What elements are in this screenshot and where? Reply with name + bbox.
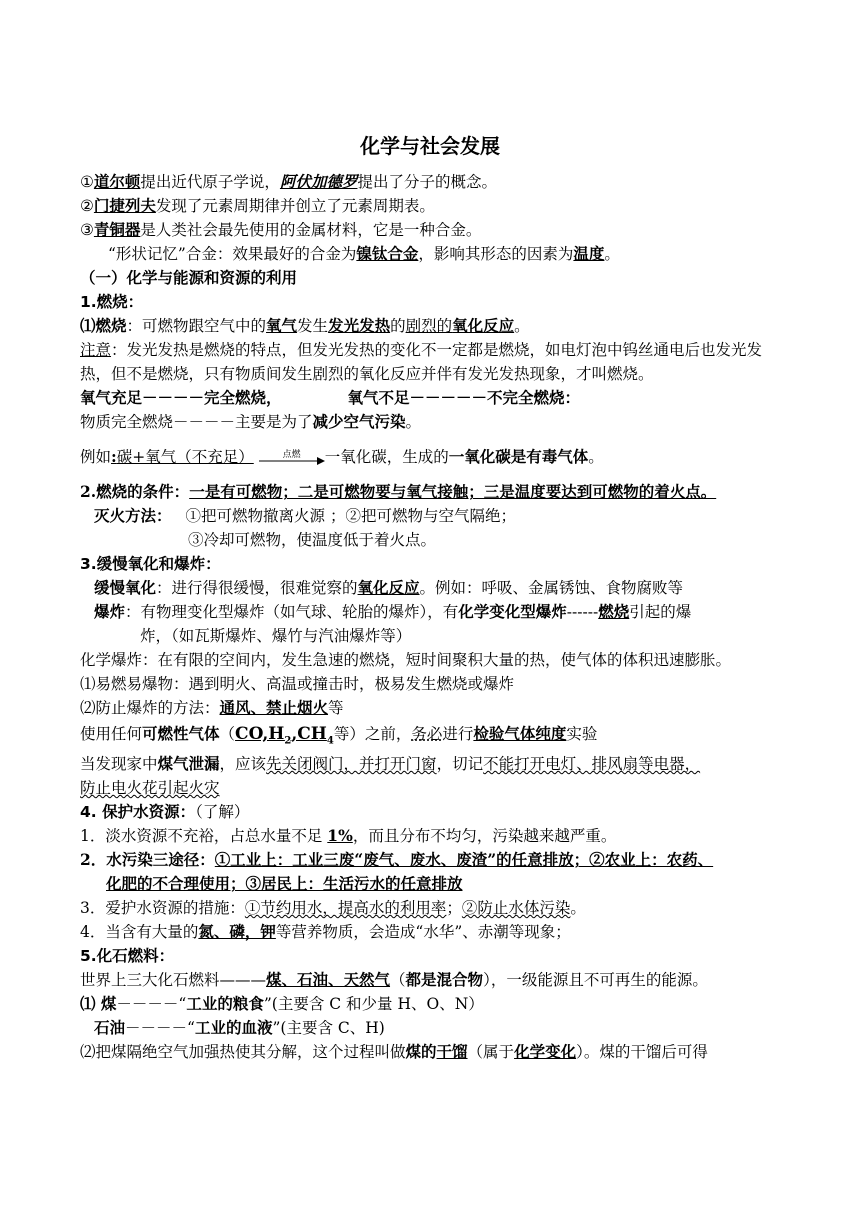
text: 提出了分子的概念。	[357, 173, 497, 191]
example-line	[80, 442, 780, 472]
text: ⑴燃烧	[80, 316, 127, 335]
term: 煤气泄漏	[157, 754, 220, 773]
term: 燃烧	[598, 602, 630, 621]
term: 都是混合物	[405, 970, 484, 989]
term-temperature: 温度	[573, 244, 605, 263]
text: ②防止水体污染	[461, 899, 571, 917]
text: －－－－“	[125, 1019, 195, 1037]
text: ）。煤的干馏后可得	[576, 1043, 708, 1061]
text: 等营养物质，会造成“水华”、赤潮等现象；	[275, 923, 571, 941]
gas-leak-line-1	[80, 752, 780, 776]
term: ①工业上：工业三废“废气、废水、废渣”的任意排放；②农业上：农药、	[214, 850, 714, 869]
text: 发生	[297, 317, 329, 335]
text: 的	[390, 317, 406, 335]
text: ①节约用水，提高水的利用率	[244, 899, 447, 917]
water-line-4	[80, 920, 780, 944]
text: 1．淡水资源不充裕，占总水量不足	[80, 827, 328, 845]
conditions-line	[80, 480, 780, 504]
text: ①	[80, 173, 94, 191]
gas-leak-line-2	[80, 776, 780, 800]
water-line-2b	[80, 872, 780, 896]
arrow-icon	[259, 456, 325, 466]
term: ⑴ 煤	[80, 994, 117, 1013]
slow-oxidation-line	[80, 576, 780, 600]
note-paragraph	[80, 338, 780, 386]
complete-combustion-line	[80, 410, 780, 434]
text: （了解）	[195, 803, 250, 821]
text: 实验	[566, 725, 598, 743]
text: ），一级能源且不可再生的能源。	[483, 971, 708, 989]
text: ：有物理变化型爆炸（如气球、轮胎的爆炸），有	[125, 603, 459, 621]
term: 干馏	[436, 1042, 468, 1061]
text: （	[219, 725, 236, 743]
term: 一是有可燃物；二是可燃物要与氧气接触；三是温度要达到可燃物的着火点。	[189, 482, 717, 501]
text: 防止电火花引起火灾	[80, 779, 220, 797]
text: 灭火方法：	[94, 506, 172, 525]
prevention-line	[80, 696, 780, 720]
text: CO,H	[235, 724, 285, 744]
term: 化肥的不合理使用；③居民上：生活污水的任意排放	[106, 874, 463, 893]
subscript: 4	[326, 735, 334, 747]
text: 2．水污染三途径：	[80, 850, 215, 869]
intro-line-2	[80, 194, 780, 218]
text: （	[390, 971, 406, 989]
text: :	[111, 447, 117, 466]
subsection-title	[80, 800, 780, 824]
text: 提出近代原子学说，	[140, 173, 280, 191]
text: 2.燃烧的条件：	[80, 482, 190, 501]
reaction-arrow	[259, 448, 325, 468]
section-heading: （一）化学与能源和资源的利用	[80, 269, 298, 287]
term: 剧烈的	[405, 317, 453, 335]
text: 。	[588, 448, 604, 466]
subsection-title: 3.缓慢氧化和爆炸：	[80, 555, 221, 573]
term: 检验气体纯度	[473, 724, 567, 743]
water-line-1	[80, 824, 780, 848]
chemical-explosion-line: 化学爆炸：在有限的空间内，发生急速的燃烧，短时间聚积大量的热，使气体的体积迅速膨胀。	[80, 651, 732, 669]
term: 石油	[94, 1018, 126, 1037]
page-title: 化学与社会发展	[360, 134, 500, 158]
text: “形状记忆”合金：效果最好的合金为	[108, 245, 357, 263]
text: 先关闭阀门，并打开门窗	[266, 755, 437, 773]
term: 工业的血液	[194, 1018, 273, 1037]
emphasis: 务必	[411, 725, 443, 743]
term-dalton: 道尔顿	[93, 172, 141, 191]
text: ,CH	[291, 724, 327, 744]
text: ②	[80, 197, 94, 215]
text: 引起的爆	[629, 603, 692, 621]
term: 氧化反应	[452, 316, 515, 335]
text: ：可燃物跟空气中的	[126, 317, 267, 335]
term-bronze: 青铜器	[93, 220, 141, 239]
note-label: 注意	[80, 341, 112, 359]
term: 煤、石油、天然气	[266, 970, 391, 989]
text: 。例如：呼吸、金属锈蚀、食物腐败等	[419, 579, 684, 597]
text: 不能打开电灯、排风扇等电器，	[483, 755, 701, 773]
term: 1%	[327, 826, 353, 845]
term: 工业的粮食	[186, 994, 264, 1013]
extinguish-line-1	[80, 504, 780, 528]
formula	[235, 724, 334, 747]
subscript: 2	[284, 735, 292, 747]
term: 氧化反应	[357, 578, 420, 597]
text: 氧气不足－－－－－不完全燃烧：	[347, 388, 581, 407]
text: 一氧化碳，生成的	[324, 448, 449, 466]
text: 例如	[80, 448, 112, 466]
text: 碳+氧气（不充足）	[116, 448, 254, 466]
subsection-title: 5.化石燃料：	[80, 947, 175, 965]
text: 发现了元素周期律并创立了元素周期表。	[155, 197, 435, 215]
text: 等）之前，	[333, 725, 412, 743]
intro-line-1	[80, 170, 780, 194]
term: 化学变化	[514, 1042, 577, 1061]
text: 进行	[442, 725, 474, 743]
text: ，切记	[436, 755, 484, 773]
text: ，应该	[219, 755, 267, 773]
text: ，而且分布不均匀，污染越来越严重。	[352, 827, 617, 845]
text: 氧气充足－－－－完全燃烧，	[80, 388, 282, 407]
document-body	[80, 170, 780, 1064]
text: ------	[566, 603, 599, 621]
text: ③	[80, 221, 94, 239]
text: ：进行得很缓慢，很难觉察的	[156, 579, 358, 597]
term: 氧气	[266, 316, 298, 335]
fossil-line-1	[80, 968, 780, 992]
term: 化学变化型爆炸	[458, 602, 567, 621]
gas-purity-line	[80, 720, 780, 748]
text: 是人类社会最先使用的金属材料，它是一种合金。	[140, 221, 482, 239]
text: （属于	[467, 1043, 515, 1061]
text: 。	[405, 413, 422, 431]
term: 减少空气污染	[312, 412, 406, 431]
text: 世界上三大化石燃料———	[80, 971, 267, 989]
term-mendeleev: 门捷列夫	[93, 196, 156, 215]
text: 物质完全燃烧－－－－主要是为了	[80, 413, 313, 431]
term-niti-alloy: 镍钛合金	[356, 244, 419, 263]
water-line-3	[80, 896, 780, 920]
text: 。	[570, 899, 586, 917]
text: 。	[514, 317, 530, 335]
term: 发光发热	[328, 316, 391, 335]
text: ，影响其形态的因素为	[418, 245, 574, 263]
term: 可燃性气体	[142, 724, 220, 743]
coal-line	[80, 992, 780, 1016]
text: ”(主要含 C、H)	[272, 1019, 385, 1037]
term-avogadro: 阿伏加德罗	[279, 172, 358, 191]
intro-line-4	[80, 242, 780, 266]
note-text: ：发光发热是燃烧的特点，但发光发热的变化不一定都是燃烧，如电灯泡中钨丝通电后也发光发热，但不是燃烧，只有物质间发生剧烈的氧化反应并伴有发光发热现象，才叫燃烧。	[80, 341, 763, 383]
term: 氮、磷，钾	[198, 922, 276, 941]
text: 当发现家中	[80, 755, 158, 773]
flammable-line: ⑴易燃易爆物：遇到明火、高温或撞击时，极易发生燃烧或爆炸	[80, 675, 515, 693]
explosion-line-2: 炸，（如瓦斯爆炸、爆竹与汽油爆炸等）	[140, 627, 412, 645]
text: ①把可燃物撤离火源 ；②把可燃物与空气隔绝；	[185, 507, 516, 525]
term: 通风、禁止烟火	[219, 698, 329, 717]
text: ”(主要含 C 和少量 H、O、N）	[263, 995, 484, 1013]
subsection-title: 1.燃烧：	[80, 293, 144, 311]
text: －－－－“	[116, 995, 187, 1013]
text: 3．爱护水资源的措施：	[80, 899, 245, 917]
text: 使用任何	[80, 725, 143, 743]
definition-line	[80, 314, 780, 338]
term: 一氧化碳是有毒气体	[448, 447, 589, 466]
text: 4. 保护水资源：	[80, 803, 196, 821]
arrow-condition: 点燃	[282, 450, 301, 460]
explosion-line-1	[80, 600, 780, 624]
text: ⑵把煤隔绝空气加强热使其分解，这个过程叫做	[80, 1043, 406, 1061]
term: 缓慢氧化	[94, 578, 157, 597]
intro-line-3	[80, 218, 780, 242]
text: 。	[604, 245, 620, 263]
oil-line	[80, 1016, 780, 1040]
term: 爆炸	[94, 602, 126, 621]
text: ；	[446, 899, 462, 917]
term: 煤的	[405, 1042, 437, 1061]
extinguish-line-2: ③冷却可燃物，使温度低于着火点。	[188, 531, 437, 549]
text: 等	[328, 699, 344, 717]
text: ⑵防止爆炸的方法：	[80, 699, 220, 717]
water-line-2	[80, 848, 780, 872]
text: 4．当含有大量的	[80, 923, 199, 941]
distillation-line	[80, 1040, 780, 1064]
oxygen-line	[80, 386, 780, 410]
